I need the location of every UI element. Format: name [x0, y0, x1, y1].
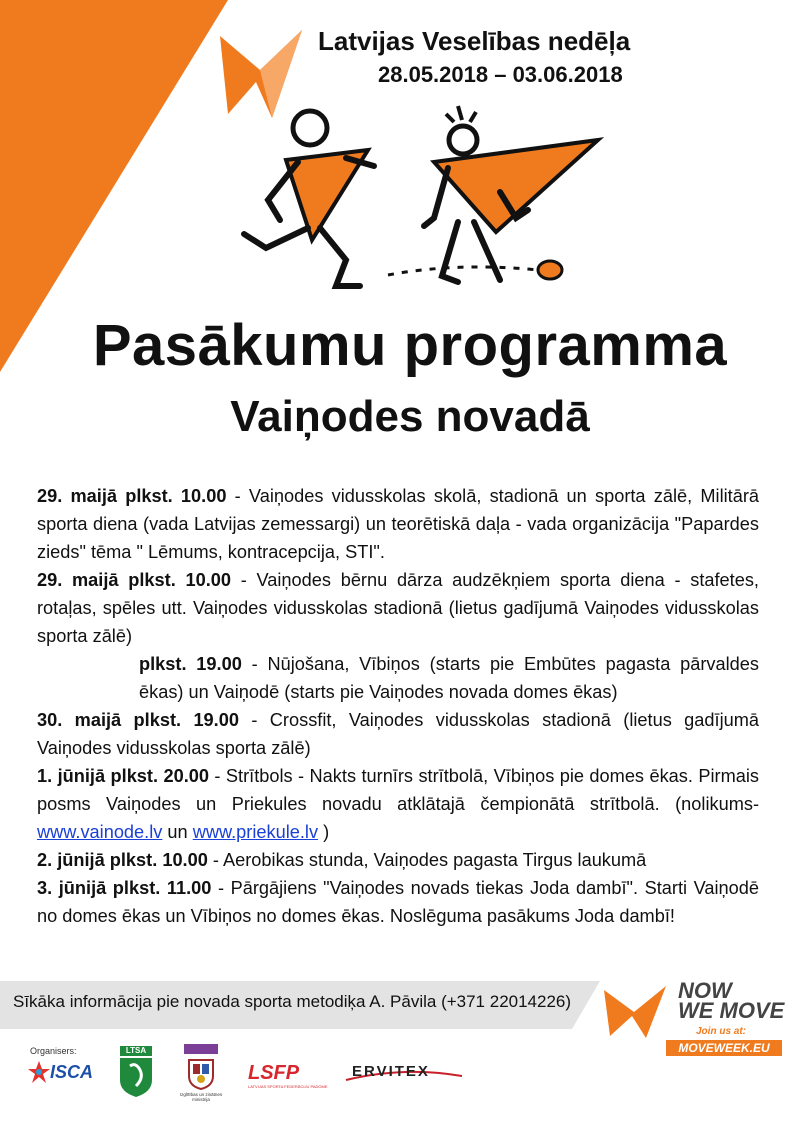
program-item — [37, 762, 759, 846]
program-item-time: plkst. 19.00 — [139, 654, 242, 674]
ministry-logo-text: Izglītības un zinātnes ministrija — [179, 1092, 223, 1102]
event-program — [37, 482, 759, 930]
program-item-text: - Nūjošana, Vībiņos (starts pie Embūtes pagasta pārvaldes ēkas) un Vaiņodē (starts pie Vaiņodes novada domes ēkas) — [139, 654, 759, 702]
program-item-text: - Strītbols - Nakts turnīrs strītbolā, Vībiņos pie domes ēkas. Pirmais posms Vaiņodes un Priekules novadu atklātajā čempionātā strītbolā. (nolikums- — [37, 766, 759, 814]
page-title: Pasākumu programma — [92, 313, 728, 378]
header-title: Latvijas Veselības nedēļa — [318, 26, 631, 56]
program-item-text: - Pārgājiens "Vaiņodes novads tiekas Joda dambī". Starti Vaiņodē no domes ēkas un Vībiņos no domes ēkas. Noslēguma pasākums Joda dambī! — [37, 878, 760, 926]
footer-contact-info: Sīkāka informācija pie novada sporta metodiķa A. Pāvila (+371 22014226) — [13, 992, 572, 1011]
lssa-logo — [118, 1046, 154, 1098]
ministry-logo — [178, 1044, 224, 1102]
program-item-text: - Vaiņodes bērnu dārza audzēkņiem sporta diena - stafetes, rotaļas, spēles utt. Vaiņodes vidusskolas stadionā (lietus gadījumā Vaiņodes vidusskolas sporta zālē) — [37, 570, 759, 646]
program-item-text: - Crossfit, Vaiņodes vidusskolas stadionā (lietus gadījumā Vaiņodes vidusskolas sporta zālē) — [37, 710, 760, 758]
nowmove-line2: WE MOVE — [678, 998, 785, 1023]
ervitex-logo — [344, 1062, 464, 1086]
stick-figures-illustration — [238, 100, 608, 300]
program-item-text: ) — [318, 822, 330, 842]
header-dates: 28.05.2018 – 03.06.2018 — [378, 62, 623, 87]
nowmove-line1: NOW — [678, 978, 732, 1003]
program-item — [37, 566, 759, 650]
coat-of-arms-icon — [184, 1056, 218, 1090]
nowmove-join: Join us at: — [696, 1026, 747, 1037]
program-item — [37, 706, 759, 762]
program-item-time: 3. jūnijā plkst. 11.00 — [37, 878, 212, 898]
program-item-time: 29. maijā plkst. 10.00 — [37, 570, 231, 590]
organisers-label: Organisers: — [30, 1046, 77, 1056]
ervitex-logo-text: ERVITEX — [352, 1063, 430, 1080]
program-item-text: un — [162, 822, 193, 842]
program-item — [37, 482, 759, 566]
ministry-color-bar — [184, 1044, 218, 1054]
lsfp-logo — [246, 1062, 326, 1090]
program-item — [37, 650, 759, 706]
lssa-logo-text: LTSA — [120, 1046, 152, 1056]
program-item — [37, 874, 759, 930]
isca-logo-text: ISCA — [50, 1062, 94, 1082]
moveweek-mark-icon — [600, 984, 670, 1040]
lsfp-logo-text: LSFP — [248, 1062, 300, 1084]
isca-logo — [28, 1060, 106, 1086]
program-item-text: - Aerobikas stunda, Vaiņodes pagasta Tirgus laukumā — [207, 850, 647, 870]
lsfp-logo-subtext: LATVIJAS SPORTA FEDERĀCIJU PADOME — [248, 1084, 328, 1089]
program-item-time: 30. maijā plkst. 19.00 — [37, 710, 239, 730]
now-we-move-logo — [600, 978, 790, 1063]
program-item-time: 29. maijā plkst. 10.00 — [37, 486, 227, 506]
vainode-link[interactable]: www.vainode.lv — [37, 822, 163, 842]
isca-star-icon — [28, 1060, 50, 1084]
lssa-shield-icon — [118, 1056, 154, 1098]
program-item-text: - Vaiņodes vidusskolas skolā, stadionā un sporta zālē, Militārā sporta diena (vada Latvijas zemessargi) un teorētiskā daļa - vada organizācija "Papardes zieds" tēma " Lēmums, kontracepcija, STI". — [37, 486, 759, 562]
program-item — [37, 846, 759, 874]
priekule-link[interactable]: www.priekule.lv — [192, 822, 319, 842]
page-subtitle: Vaiņodes novadā — [230, 392, 590, 441]
nowmove-site: MOVEWEEK.EU — [666, 1040, 782, 1056]
program-item-time: 2. jūnijā plkst. 10.00 — [37, 850, 208, 870]
program-item-time: 1. jūnijā plkst. 20.00 — [37, 766, 209, 786]
